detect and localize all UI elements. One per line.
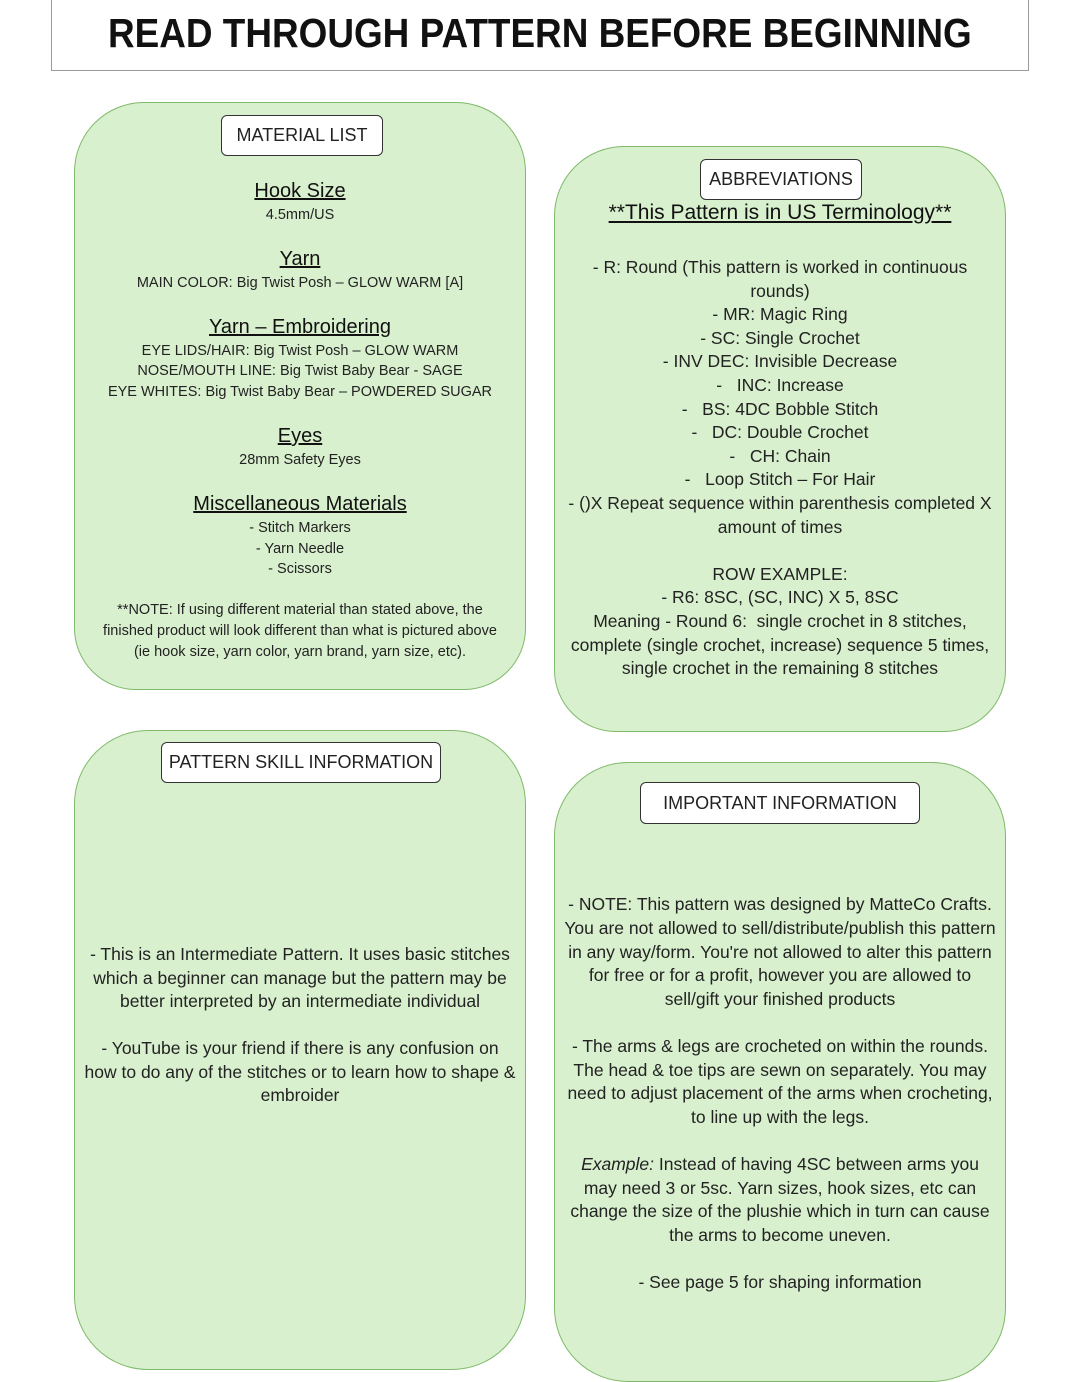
important-info-line: to line up with the legs. xyxy=(690,1107,870,1127)
row-example-line: Meaning - Round 6: single crochet in 8 stitches, xyxy=(593,611,967,631)
abbreviation-line: - Loop Stitch – For Hair xyxy=(684,469,876,489)
eyes-heading: Eyes xyxy=(277,425,323,447)
skill-info-line: embroider xyxy=(260,1085,340,1105)
material-list-label: MATERIAL LIST xyxy=(221,115,383,156)
skill-info-line: better interpreted by an intermediate individual xyxy=(120,991,480,1011)
important-info-line: - The arms & legs are crocheted on within the rounds. xyxy=(571,1036,988,1056)
important-info-line: - NOTE: This pattern was designed by MatteCo Crafts. xyxy=(568,894,992,914)
important-info-card xyxy=(554,762,1006,1382)
example-first-text: Instead of having 4SC between arms you xyxy=(654,1154,979,1174)
misc-item: - Yarn Needle xyxy=(255,541,345,557)
shaping-reference: - See page 5 for shaping information xyxy=(638,1272,922,1292)
terminology-subtitle: **This Pattern is in US Terminology** xyxy=(608,201,952,224)
row-example-line: ROW EXAMPLE: xyxy=(712,564,848,584)
misc-item: - Stitch Markers xyxy=(249,520,351,536)
important-info-line: The head & toe tips are sewn on separately. You may xyxy=(573,1060,987,1080)
page-title: READ THROUGH PATTERN BEFORE BEGINNING xyxy=(108,9,972,56)
abbreviation-line: - INV DEC: Invisible Decrease xyxy=(662,351,898,371)
material-list-card xyxy=(74,102,526,690)
embroidery-line: EYE WHITES: Big Twist Baby Bear – POWDERED SUGAR xyxy=(107,384,493,400)
material-note-line: (ie hook size, yarn color, yarn brand, yarn size, etc). xyxy=(133,644,467,660)
important-info-line: in any way/form. You're not allowed to alter this pattern xyxy=(568,942,992,962)
example-label: Example: xyxy=(581,1154,655,1174)
row-example-line: single crochet in the remaining 8 stitches xyxy=(621,658,939,678)
example-line: may need 3 or 5sc. Yarn sizes, hook sizes, etc can xyxy=(583,1178,977,1198)
example-first-line xyxy=(555,1153,1005,1177)
row-example-line: complete (single crochet, increase) sequence 5 times, xyxy=(570,635,990,655)
hook-size-value: 4.5mm/US xyxy=(265,207,335,223)
skill-info-line: - This is an Intermediate Pattern. It uses basic stitches xyxy=(90,944,510,964)
example-line: change the size of the plushie which in turn can cause xyxy=(570,1201,990,1221)
abbreviation-line: amount of times xyxy=(717,517,843,537)
abbreviations-card xyxy=(554,146,1006,732)
skill-info-line: how to do any of the stitches or to learn how to shape & xyxy=(84,1062,516,1082)
yarn-value: MAIN COLOR: Big Twist Posh – GLOW WARM [A] xyxy=(136,275,464,291)
skill-info-card xyxy=(74,730,526,1370)
material-note-line: finished product will look different than what is pictured above xyxy=(103,623,497,639)
abbreviation-line: rounds) xyxy=(750,281,810,301)
eyes-value: 28mm Safety Eyes xyxy=(239,452,361,468)
misc-item: - Scissors xyxy=(268,561,332,577)
important-info-line: for free or for a profit, however you are allowed to xyxy=(588,965,972,985)
abbreviation-line: - R: Round (This pattern is worked in continuous xyxy=(592,257,968,277)
abbreviation-line: - MR: Magic Ring xyxy=(712,304,848,324)
embroidery-line: EYE LIDS/HAIR: Big Twist Posh – GLOW WARM xyxy=(141,343,459,359)
skill-info-line: - YouTube is your friend if there is any confusion on xyxy=(101,1038,499,1058)
important-info-line: need to adjust placement of the arms when crocheting, xyxy=(567,1083,993,1103)
important-info-line: sell/gift your finished products xyxy=(664,989,896,1009)
skill-info-line: which a beginner can manage but the pattern may be xyxy=(93,968,507,988)
misc-heading: Miscellaneous Materials xyxy=(193,493,407,515)
hook-size-heading: Hook Size xyxy=(254,180,346,202)
embroidery-line: NOSE/MOUTH LINE: Big Twist Baby Bear - SAGE xyxy=(137,363,463,379)
example-line: the arms to become uneven. xyxy=(669,1225,891,1245)
yarn-heading: Yarn xyxy=(279,248,321,270)
row-example-line: - R6: 8SC, (SC, INC) X 5, 8SC xyxy=(661,587,899,607)
material-note-line: **NOTE: If using different material than stated above, the xyxy=(117,602,483,618)
embroidery-heading: Yarn – Embroidering xyxy=(209,316,391,338)
abbreviations-label: ABBREVIATIONS xyxy=(700,159,862,200)
abbreviation-line: - ()X Repeat sequence within parenthesis completed X xyxy=(568,493,992,513)
abbreviation-line: - INC: Increase xyxy=(716,375,844,395)
abbreviation-line: - DC: Double Crochet xyxy=(691,422,869,442)
abbreviation-line: - CH: Chain xyxy=(729,446,831,466)
important-info-line: You are not allowed to sell/distribute/publish this pattern xyxy=(564,918,996,938)
abbreviation-line: - BS: 4DC Bobble Stitch xyxy=(681,399,879,419)
skill-info-label: PATTERN SKILL INFORMATION xyxy=(161,742,441,783)
important-info-label: IMPORTANT INFORMATION xyxy=(640,782,920,824)
page-banner xyxy=(51,0,1029,71)
abbreviation-line: - SC: Single Crochet xyxy=(700,328,860,348)
